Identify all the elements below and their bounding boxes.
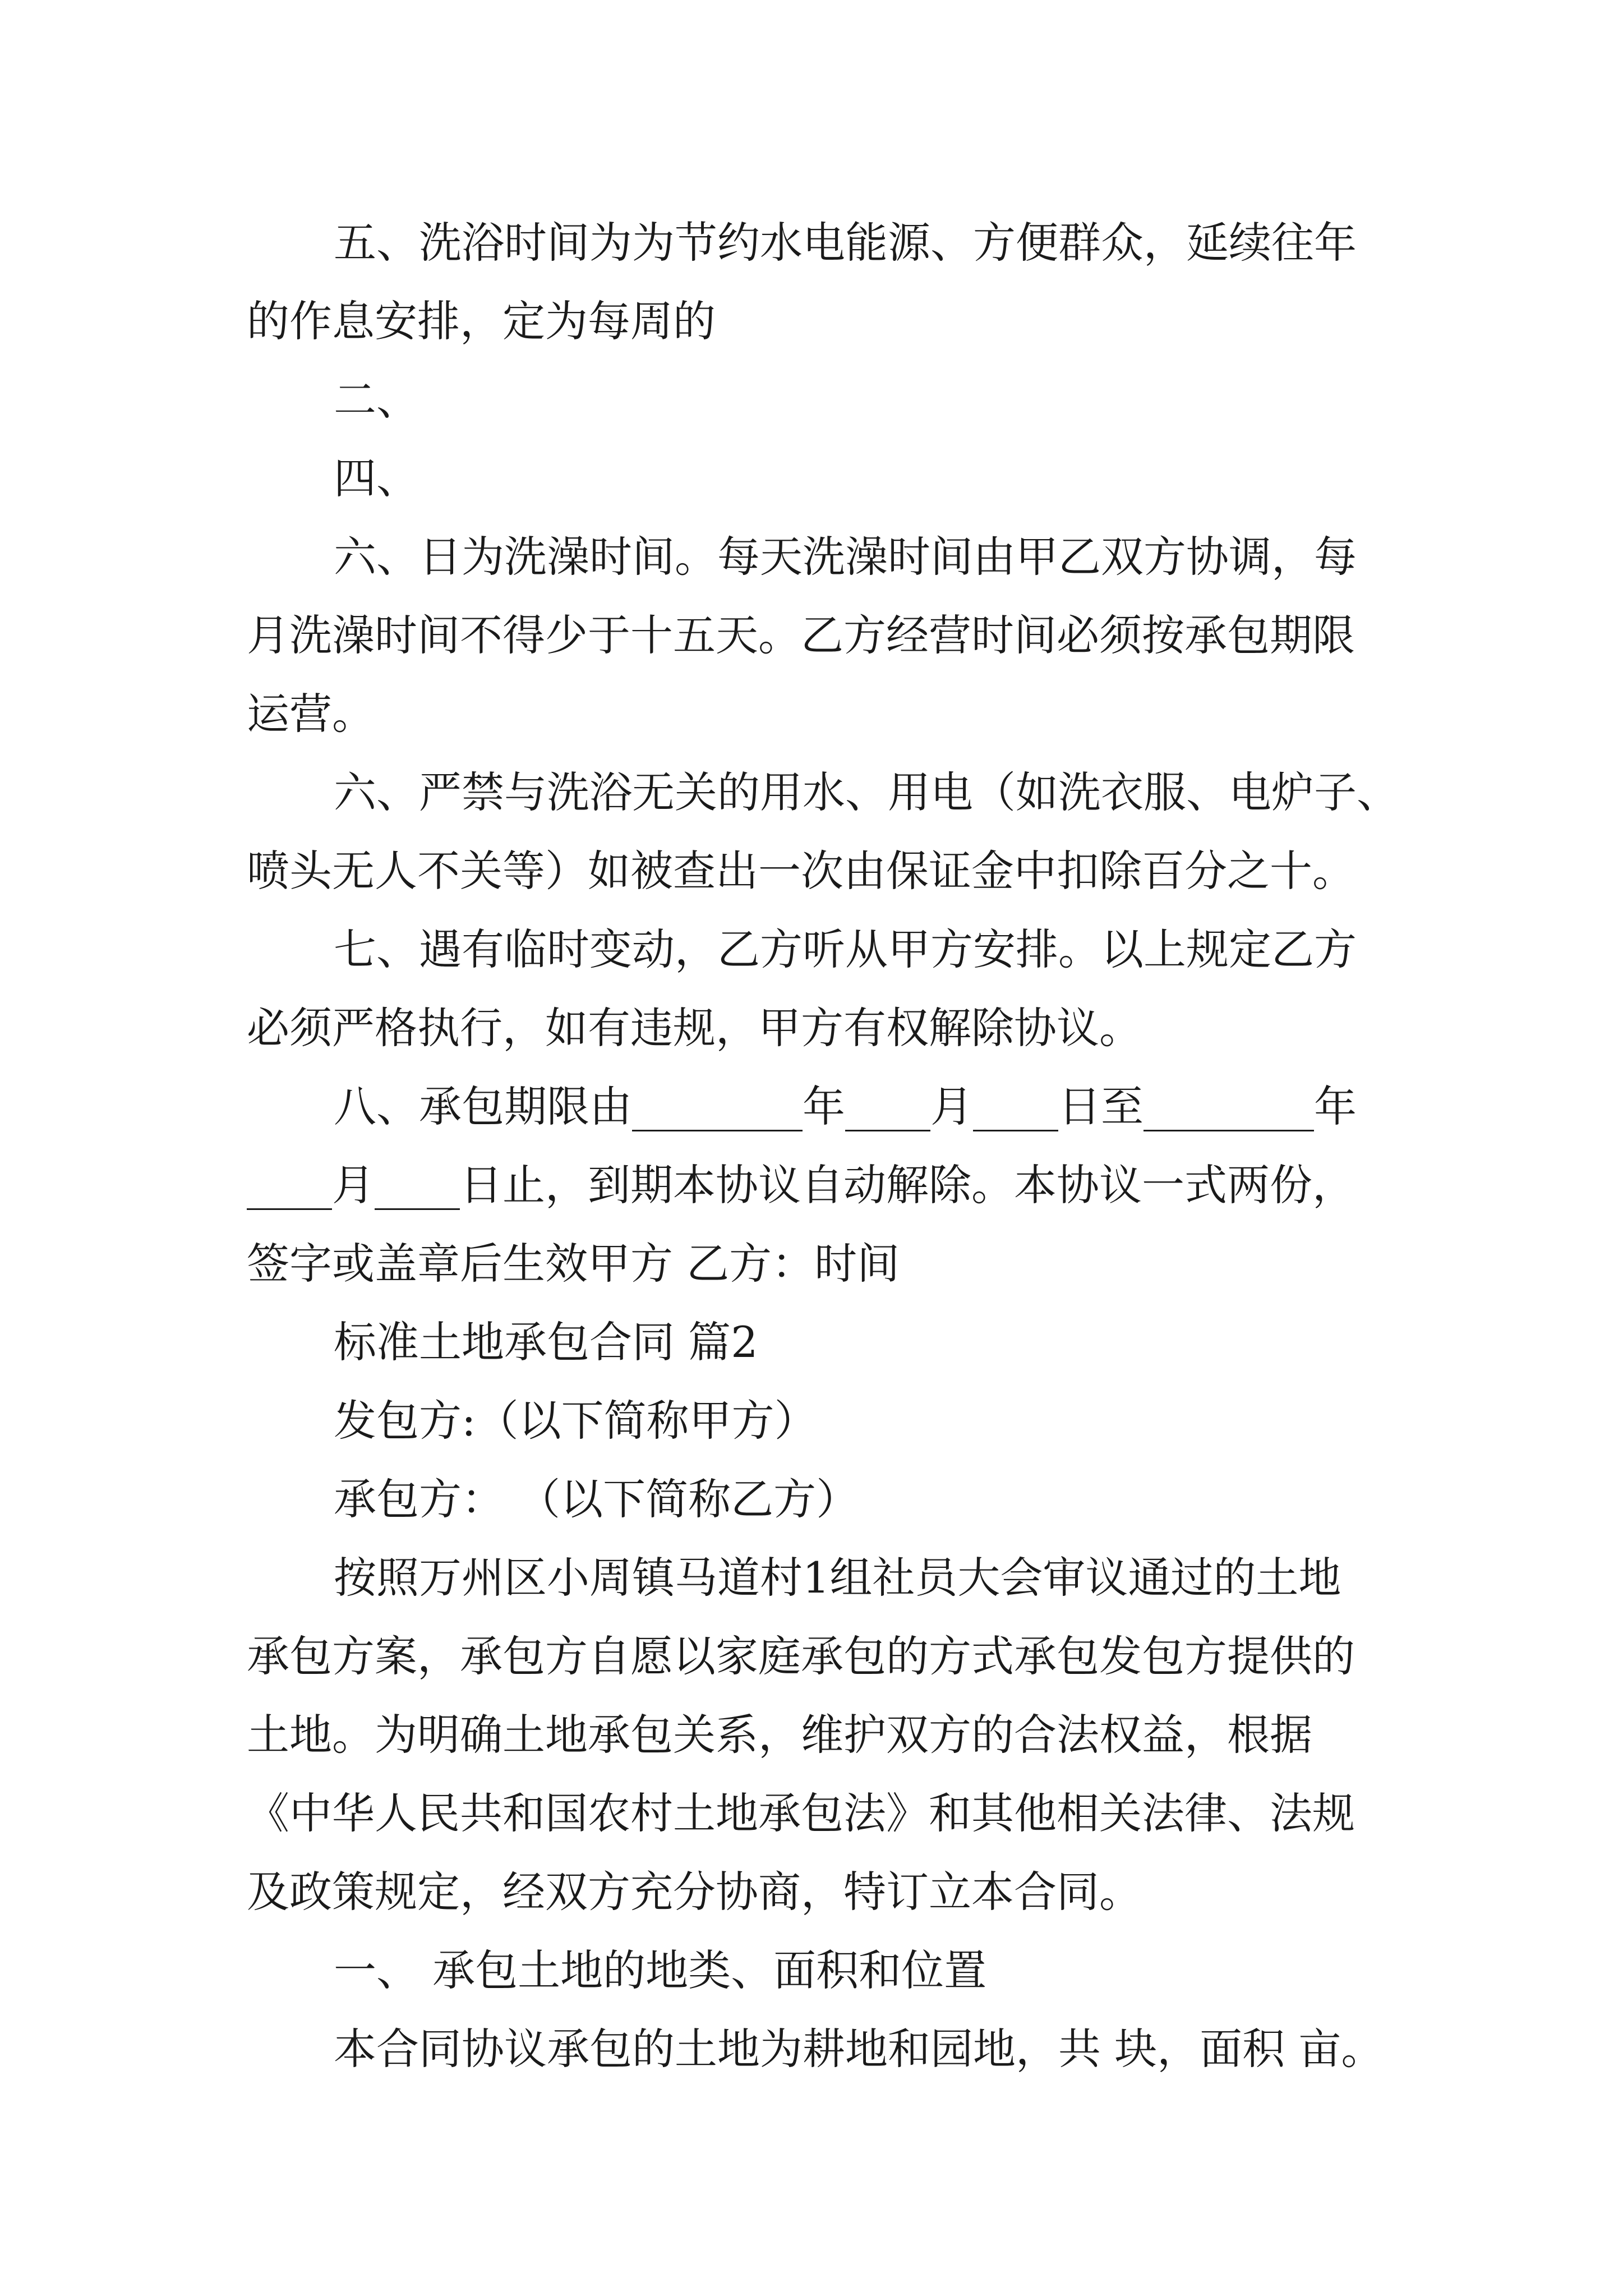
text-line: 月洗澡时间不得少于十五天。乙方经营时间必须按承包期限 xyxy=(247,610,1355,660)
text-line: 必须严格执行，如有违规，甲方有权解除协议。 xyxy=(247,1003,1142,1053)
text-line: 六、日为洗澡时间。每天洗澡时间由甲乙双方协调，每 xyxy=(334,532,1357,582)
text-line: 四、 xyxy=(334,453,419,503)
text-line: 《中华人民共和国农村土地承包法》和其他相关法律、法规 xyxy=(247,1788,1355,1838)
text-line: 承包方案，承包方自愿以家庭承包的方式承包发包方提供的 xyxy=(247,1631,1355,1681)
text-line: 及政策规定，经双方充分协商，特订立本合同。 xyxy=(247,1867,1142,1917)
text-line: 喷头无人不关等）如被查出一次由保证金中扣除百分之十。 xyxy=(247,846,1355,896)
text-line: 二、 xyxy=(334,375,419,425)
text-line: 七、遇有临时变动，乙方听从甲方安排。以上规定乙方 xyxy=(334,924,1357,974)
text-line: ____月____日止，到期本协议自动解除。本协议一式两份， xyxy=(247,1160,1355,1210)
section-heading: 一、 承包土地的地类、面积和位置 xyxy=(334,1945,987,1995)
text-line: 八、承包期限由________年____月____日至________年 xyxy=(334,1082,1357,1131)
text-line: 运营。 xyxy=(247,689,375,739)
text-line: 签字或盖章后生效甲方 乙方：时间 xyxy=(247,1239,900,1289)
text-line: 的作息安排，定为每周的 xyxy=(247,296,716,346)
text-line: 五、洗浴时间为为节约水电能源、方便群众，延续往年 xyxy=(334,218,1357,268)
text-line: 按照万州区小周镇马道村1组社员大会审议通过的土地 xyxy=(334,1553,1341,1603)
text-line: 六、严禁与洗浴无关的用水、用电（如洗衣服、电炉子、 xyxy=(334,767,1399,817)
text-line: 承包方： （以下简称乙方） xyxy=(334,1474,859,1524)
text-line: 本合同协议承包的土地为耕地和园地，共 块，面积 亩。 xyxy=(334,2024,1384,2074)
text-line: 土地。为明确土地承包关系，维护双方的合法权益，根据 xyxy=(247,1710,1312,1760)
section-heading: 标准土地承包合同 篇2 xyxy=(334,1317,758,1367)
text-line: 发包方:（以下简称甲方） xyxy=(334,1396,817,1446)
